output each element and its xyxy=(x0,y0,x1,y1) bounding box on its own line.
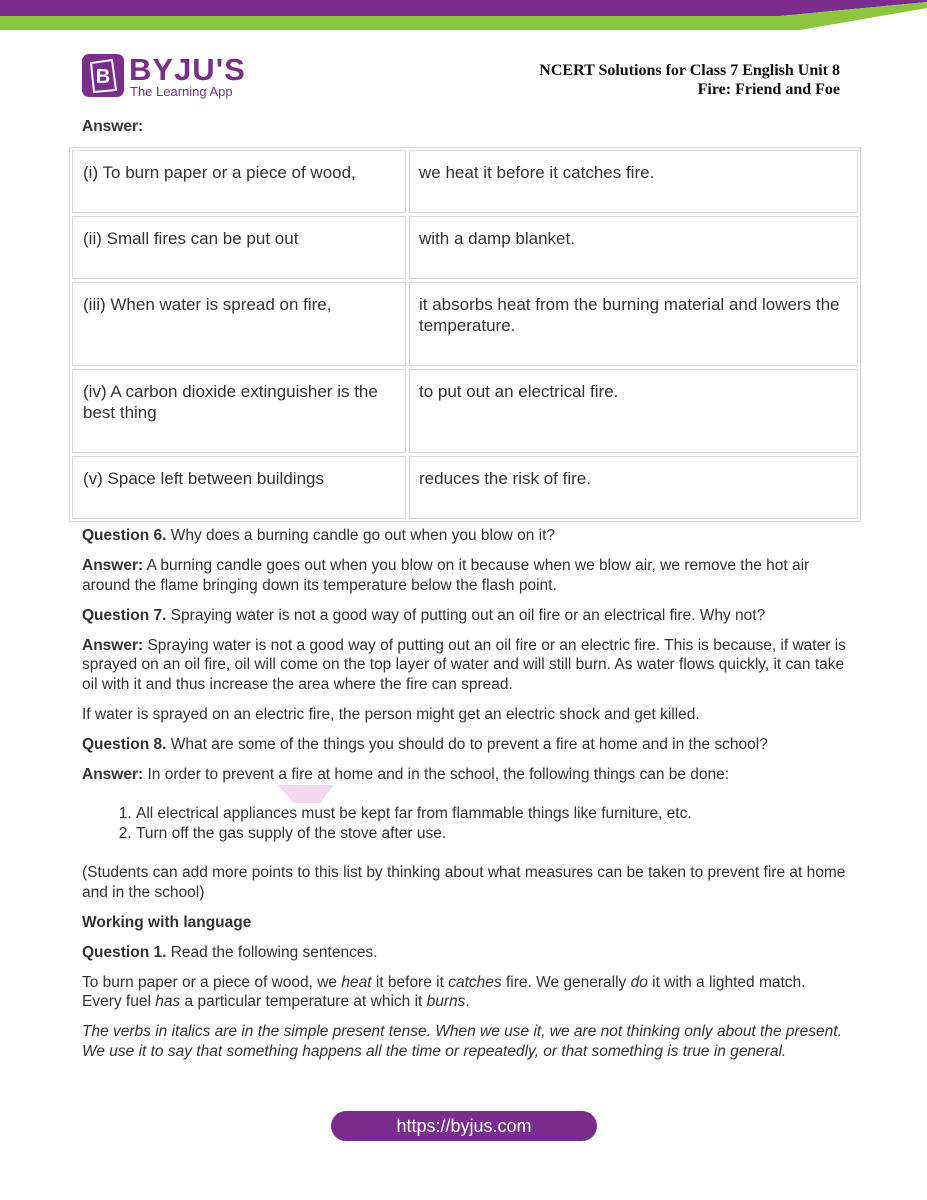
main-content xyxy=(82,526,847,1072)
watermark-shape xyxy=(276,783,336,805)
table-cell-left: (i) To burn paper or a piece of wood, xyxy=(72,150,406,213)
answer-7 xyxy=(82,636,847,695)
italic-verb: burns xyxy=(426,993,466,1010)
answer-label: Answer: xyxy=(82,118,144,135)
table-cell-left: (v) Space left between buildings xyxy=(72,456,406,519)
question-label: Question 7. xyxy=(82,606,167,624)
table-row xyxy=(72,369,858,453)
sentence-part: it before it xyxy=(371,973,449,991)
header-banner xyxy=(0,0,927,32)
students-note: (Students can add more points to this list by thinking about what measures can be taken to prevent fire at home and in the school) xyxy=(82,864,846,901)
grammar-note: The verbs in italics are in the simple present tense. When we use it, we are not thinking only about the present. We use it to say that something happens all the time or repeatedly, or that something is true in general. xyxy=(82,1023,842,1060)
answer-text: Spraying water is not a good way of putting out an oil fire or an electric fire. This is because, if water is sprayed on an oil fire, oil will come on the top layer of water and will still burn. As water flows quickly, it can take oil with it and thus increase the area where the fire can spread. xyxy=(82,636,846,693)
table-row xyxy=(72,282,858,366)
table-cell-right: it absorbs heat from the burning material and lowers the temperature. xyxy=(409,282,858,366)
answer-6 xyxy=(82,556,847,595)
table-cell-left: (iv) A carbon dioxide extinguisher is the best thing xyxy=(72,369,406,453)
italic-verb: do xyxy=(630,973,648,991)
answer-8 xyxy=(82,765,847,785)
answer-label: Answer: xyxy=(82,557,144,574)
answer-7-extra: If water is sprayed on an electric fire, the person might get an electric shock and get killed. xyxy=(82,705,700,723)
sentence-part: it with a lighted match. Every fuel xyxy=(82,973,806,1010)
logo-mark xyxy=(82,54,124,97)
list-item: 2. Turn off the gas supply of the stove after use. xyxy=(136,824,847,844)
table-cell-left: (ii) Small fires can be put out xyxy=(72,216,406,279)
italic-verb: has xyxy=(155,993,181,1010)
question-6 xyxy=(82,526,847,546)
header-line-2: Fire: Friend and Foe xyxy=(697,81,840,98)
brand-tagline: The Learning App xyxy=(130,84,233,99)
question-label: Question 6. xyxy=(82,527,167,544)
table-cell-right: we heat it before it catches fire. xyxy=(409,150,858,213)
answer-text: A burning candle goes out when you blow on it because when we blow air, we remove the hot air around the flame bringing down its temperature below the flash point. xyxy=(82,557,810,594)
question-label: Question 1. xyxy=(82,943,167,961)
answer-text: In order to prevent a fire at home and in the school, the following things can be done: xyxy=(143,765,730,783)
prevention-list xyxy=(82,804,847,843)
answer-table xyxy=(69,147,861,522)
table-row xyxy=(72,150,858,213)
table-cell-left: (iii) When water is spread on fire, xyxy=(72,282,406,366)
sentence-part: a particular temperature at which it xyxy=(180,993,427,1010)
logo-letter: B xyxy=(95,66,111,88)
question-label: Question 8. xyxy=(82,735,167,753)
question-1 xyxy=(82,943,847,963)
question-text: Why does a burning candle go out when you blow on it? xyxy=(166,527,556,544)
table-row xyxy=(72,456,858,519)
question-text: Spraying water is not a good way of putting out an oil fire or an electrical fire. Why not? xyxy=(166,606,766,624)
table-cell-right: to put out an electrical fire. xyxy=(409,369,858,453)
sentence-part: fire. We generally xyxy=(501,973,631,991)
sentence-part: . xyxy=(465,993,470,1010)
brand-name: BYJU'S xyxy=(129,52,246,87)
italic-verb: heat xyxy=(341,973,372,991)
table-row xyxy=(72,216,858,279)
list-item: 1. All electrical appliances must be kept far from flammable things like furniture, etc. xyxy=(136,804,847,824)
header-line-1: NCERT Solutions for Class 7 English Unit 8 xyxy=(539,62,840,79)
byjus-logo xyxy=(82,54,262,100)
table-cell-right: reduces the risk of fire. xyxy=(409,456,858,519)
question-7 xyxy=(82,606,847,626)
question-8 xyxy=(82,735,847,755)
sentence-part: To burn paper or a piece of wood, we xyxy=(82,973,342,991)
section-title-text: Working with language xyxy=(82,913,252,931)
document-header xyxy=(539,61,840,99)
example-sentences xyxy=(82,973,847,1012)
question-text: Read the following sentences. xyxy=(166,943,378,961)
table-cell-right: with a damp blanket. xyxy=(409,216,858,279)
answer-label: Answer: xyxy=(82,636,144,654)
italic-verb: catches xyxy=(448,973,502,991)
section-title xyxy=(82,913,847,933)
answer-label: Answer: xyxy=(82,765,144,783)
question-text: What are some of the things you should do to prevent a fire at home and in the school? xyxy=(166,735,768,753)
footer-url-link[interactable]: https://byjus.com xyxy=(331,1111,597,1141)
